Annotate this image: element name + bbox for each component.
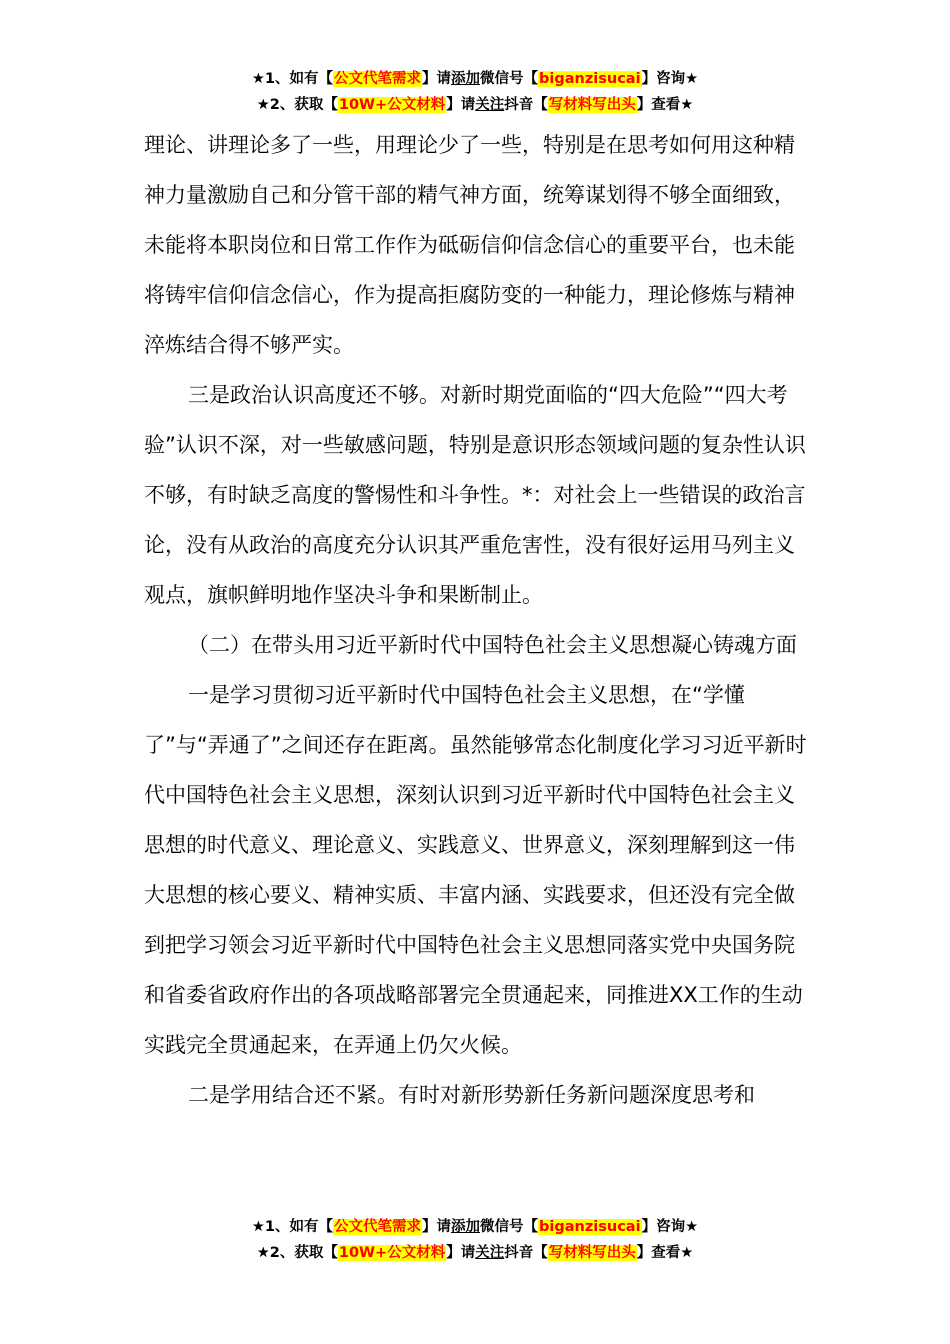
banner-line-2 bbox=[0, 92, 950, 118]
paragraph: 理论、讲理论多了一些，用理论少了一些，特别是在思考如何用这种精神力量激励自己和分管干部的精气神方面，统筹谋划得不够全面细致，未能将本职岗位和日常工作作为砥砺信仰信念信心的重要平台，也未能将铸牢信仰信念信心，作为提高拒腐防变的一种能力，理论修炼与精神淬炼结合得不够严实。 bbox=[144, 133, 795, 357]
banner-text: 】请 bbox=[422, 1219, 452, 1235]
banner-highlight: 公文代笔需求 bbox=[334, 71, 422, 87]
banner-highlight: biganzisucai bbox=[539, 1219, 641, 1235]
banner-text: 抖音【 bbox=[504, 1245, 548, 1261]
header-banner bbox=[0, 66, 950, 118]
banner-highlight: 公文代笔需求 bbox=[334, 1219, 422, 1235]
banner-text: 】咨询★ bbox=[641, 1219, 699, 1235]
banner-text: 】查看★ bbox=[636, 1245, 694, 1261]
banner-text: 微信号【 bbox=[480, 71, 539, 87]
banner-underline: 添加 bbox=[451, 71, 481, 87]
paragraph: 三是政治认识高度还不够。对新时期党面临的“四大危险”“四大考验”认识不深，对一些敏感问题，特别是意识形态领域问题的复杂性认识不够，有时缺乏高度的警惕性和斗争性。*：对社会上一些错误的政治言论，没有从政治的高度充分认识其严重危害性，没有很好运用马列主义观点，旗帜鲜明地作坚决斗争和果断制止。 bbox=[144, 383, 806, 607]
banner-highlight: 10W+公文材料 bbox=[338, 1245, 446, 1261]
banner-text: 】请 bbox=[446, 97, 476, 113]
banner-highlight: 写材料写出头 bbox=[548, 97, 636, 113]
banner-line-1 bbox=[0, 1214, 950, 1240]
paragraph: 二是学用结合还不紧。有时对新形势新任务新问题深度思考和 bbox=[188, 1083, 755, 1107]
banner-underline: 关注 bbox=[475, 97, 505, 113]
banner-text: ★2、获取【 bbox=[256, 97, 338, 113]
section-heading: （二）在带头用习近平新时代中国特色社会主义思想凝心铸魂方面 bbox=[188, 633, 797, 657]
banner-highlight: 写材料写出头 bbox=[548, 1245, 636, 1261]
banner-underline: 关注 bbox=[475, 1245, 505, 1261]
banner-text: 抖音【 bbox=[504, 97, 548, 113]
banner-text: 微信号【 bbox=[480, 1219, 539, 1235]
banner-text: 】请 bbox=[422, 71, 452, 87]
banner-highlight: biganzisucai bbox=[539, 71, 641, 87]
banner-text: ★1、如有【 bbox=[251, 1219, 334, 1235]
banner-text: 】咨询★ bbox=[641, 71, 699, 87]
footer-banner bbox=[0, 1214, 950, 1266]
banner-text: 】查看★ bbox=[636, 97, 694, 113]
document-body bbox=[144, 120, 812, 1120]
banner-line-2 bbox=[0, 1240, 950, 1266]
banner-underline: 添加 bbox=[451, 1219, 481, 1235]
banner-text: ★2、获取【 bbox=[256, 1245, 338, 1261]
banner-highlight: 10W+公文材料 bbox=[338, 97, 446, 113]
paragraph: 一是学习贯彻习近平新时代中国特色社会主义思想，在“学懂了”与“弄通了”之间还存在距离。虽然能够常态化制度化学习习近平新时代中国特色社会主义思想，深刻认识到习近平新时代中国特色社会主义思想的时代意义、理论意义、实践意义、世界意义，深刻理解到这一伟大思想的核心要义、精神实质、丰富内涵、实践要求，但还没有完全做到把学习领会习近平新时代中国特色社会主义思想同落实党中央国务院和省委省政府作出的各项战略部署完全贯通起来，同推进XX工作的生动实践完全贯通起来，在弄通上仍欠火候。 bbox=[144, 683, 807, 1057]
banner-line-1 bbox=[0, 66, 950, 92]
banner-text: ★1、如有【 bbox=[251, 71, 334, 87]
banner-text: 】请 bbox=[446, 1245, 476, 1261]
